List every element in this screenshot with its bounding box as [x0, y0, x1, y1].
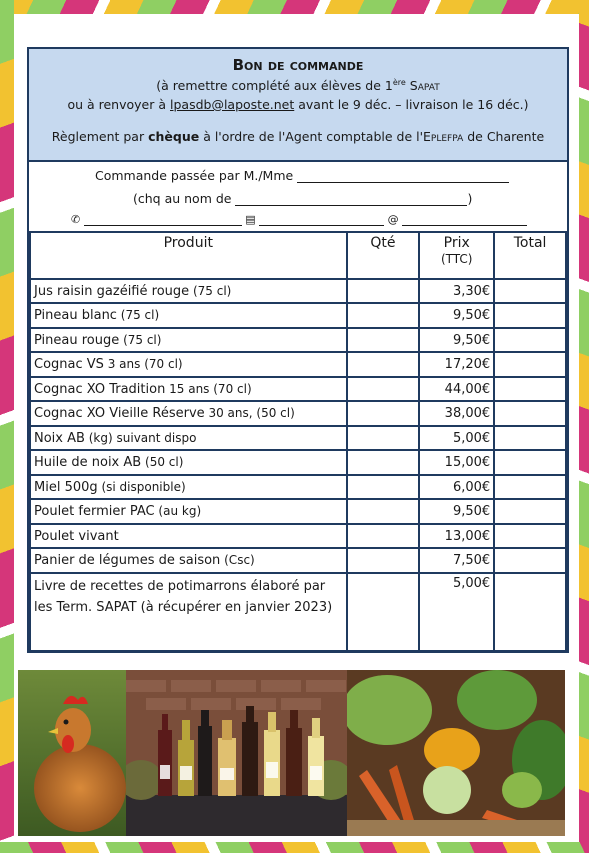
price-cell: 7,50€ — [419, 548, 494, 573]
table-row — [30, 548, 566, 573]
table-row — [30, 401, 566, 426]
product-name-cell: Cognac XO Tradition 15 ans (70 cl) — [30, 377, 347, 401]
total-cell[interactable] — [494, 573, 566, 651]
price-cell: 3,30€ — [419, 279, 494, 303]
table-row — [30, 499, 566, 524]
product-name-cell: Pineau rouge (75 cl) — [30, 328, 347, 352]
table-row — [30, 279, 566, 303]
total-cell[interactable] — [494, 352, 566, 377]
order-by-label: Commande passée par M./Mme — [95, 168, 294, 183]
fax-field[interactable] — [259, 213, 384, 226]
order-form — [27, 47, 569, 653]
column-header-total: Total — [494, 232, 566, 279]
total-cell[interactable] — [494, 524, 566, 548]
table-header-row — [30, 232, 566, 279]
product-name-cell: Poulet vivant — [30, 524, 347, 548]
product-name-cell: Livre de recettes de potimarrons élaboré par les Term. SAPAT (à récupérer en janvier 2023) — [30, 573, 347, 651]
product-rows — [30, 279, 566, 651]
product-name-cell: Cognac VS 3 ans (70 cl) — [30, 352, 347, 377]
product-name-cell: Pineau blanc (75 cl) — [30, 303, 347, 328]
price-cell: 6,00€ — [419, 475, 494, 499]
payment-instructions-line: Règlement par chèque à l'ordre de l'Agent comptable de l'Eplefpa de Charente — [51, 129, 545, 144]
delivery-instructions-line: (à remettre complété aux élèves de 1ère Sapat — [156, 78, 440, 94]
price-cell: 9,50€ — [419, 303, 494, 328]
total-cell[interactable] — [494, 328, 566, 352]
total-cell[interactable] — [494, 450, 566, 475]
send-instructions-line: ou à renvoyer à lpasdb@laposte.net avant le 9 déc. – livraison le 16 déc.) — [67, 97, 529, 112]
chicken-photo — [18, 670, 126, 836]
form-title: Bon de commande — [232, 56, 364, 74]
price-cell: 15,00€ — [419, 450, 494, 475]
total-cell[interactable] — [494, 426, 566, 450]
price-cell: 38,00€ — [419, 401, 494, 426]
price-cell: 44,00€ — [419, 377, 494, 401]
total-cell[interactable] — [494, 279, 566, 303]
total-cell[interactable] — [494, 303, 566, 328]
product-name-cell: Cognac XO Vieille Réserve 30 ans, (50 cl) — [30, 401, 347, 426]
quantity-cell[interactable] — [347, 499, 420, 524]
product-table — [29, 231, 567, 652]
total-cell[interactable] — [494, 499, 566, 524]
bottom-decorative-border — [0, 842, 589, 853]
table-row — [30, 303, 566, 328]
phone-field[interactable] — [84, 213, 242, 226]
email-field[interactable] — [402, 213, 527, 226]
order-by-field[interactable] — [297, 168, 509, 183]
customer-info-section — [29, 162, 567, 231]
price-cell: 9,50€ — [419, 499, 494, 524]
quantity-cell[interactable] — [347, 548, 420, 573]
table-row — [30, 352, 566, 377]
product-name-cell: Panier de légumes de saison (Csc) — [30, 548, 347, 573]
phone-icon: ✆ — [71, 213, 81, 226]
product-name-cell: Noix AB (kg) suivant dispo — [30, 426, 347, 450]
quantity-cell[interactable] — [347, 328, 420, 352]
quantity-cell[interactable] — [347, 450, 420, 475]
total-cell[interactable] — [494, 475, 566, 499]
total-cell[interactable] — [494, 377, 566, 401]
fax-icon: ▤ — [245, 213, 256, 226]
quantity-cell[interactable] — [347, 524, 420, 548]
price-cell: 9,50€ — [419, 328, 494, 352]
product-name-cell: Miel 500g (si disponible) — [30, 475, 347, 499]
top-decorative-border — [0, 0, 589, 14]
table-row — [30, 426, 566, 450]
table-row — [30, 475, 566, 499]
contact-line — [71, 213, 527, 226]
quantity-cell[interactable] — [347, 377, 420, 401]
column-header-price: Prix (TTC) — [419, 232, 494, 279]
price-cell: 5,00€ — [419, 426, 494, 450]
email-icon: @ — [387, 213, 399, 226]
table-row — [30, 377, 566, 401]
left-decorative-border — [0, 0, 14, 853]
price-cell: 13,00€ — [419, 524, 494, 548]
product-name-cell: Jus raisin gazéifié rouge (75 cl) — [30, 279, 347, 303]
table-row — [30, 450, 566, 475]
total-cell[interactable] — [494, 548, 566, 573]
cheque-name-line: (chq au nom de ) — [133, 191, 473, 206]
product-name-cell: Poulet fermier PAC (au kg) — [30, 499, 347, 524]
quantity-cell[interactable] — [347, 573, 420, 651]
quantity-cell[interactable] — [347, 352, 420, 377]
column-header-product: Produit — [30, 232, 347, 279]
order-by-line — [95, 168, 509, 183]
vegetables-photo — [347, 670, 565, 836]
column-header-qty: Qté — [347, 232, 420, 279]
cheque-name-field[interactable] — [235, 191, 467, 206]
table-row — [30, 524, 566, 548]
cheque-name-label: (chq au nom de — [133, 191, 232, 206]
table-row — [30, 573, 566, 651]
right-decorative-border — [579, 0, 589, 853]
form-header — [29, 49, 567, 162]
quantity-cell[interactable] — [347, 426, 420, 450]
quantity-cell[interactable] — [347, 401, 420, 426]
total-cell[interactable] — [494, 401, 566, 426]
bottles-photo — [126, 670, 347, 836]
contact-email-link[interactable]: lpasdb@laposte.net — [170, 97, 295, 112]
quantity-cell[interactable] — [347, 279, 420, 303]
price-cell: 5,00€ — [419, 573, 494, 651]
price-cell: 17,20€ — [419, 352, 494, 377]
product-name-cell: Huile de noix AB (50 cl) — [30, 450, 347, 475]
quantity-cell[interactable] — [347, 475, 420, 499]
quantity-cell[interactable] — [347, 303, 420, 328]
table-row — [30, 328, 566, 352]
